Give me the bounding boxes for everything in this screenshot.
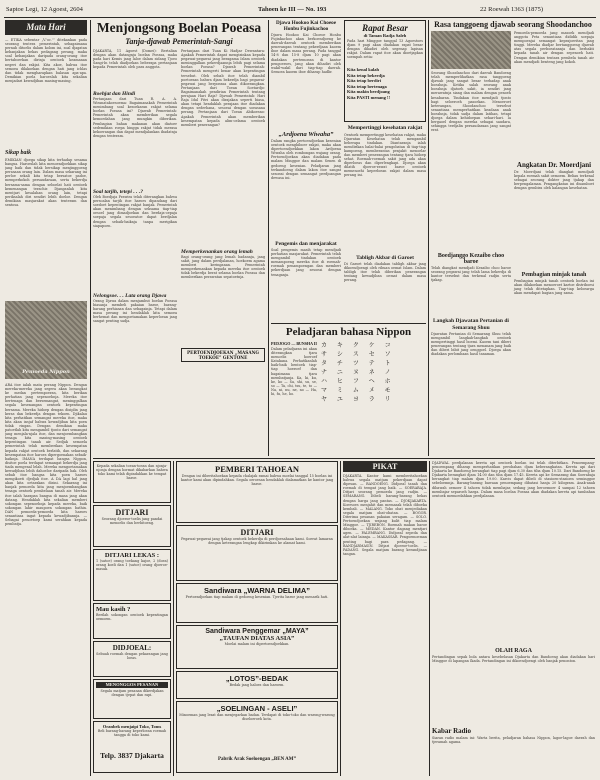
- masthead-issue: Tahoen ke III — No. 193: [258, 6, 327, 13]
- mid-heading-3: Pengemis dan menjarakat: [275, 241, 337, 247]
- ad-pabrik: Pabrik Arak Soeloengan „BEN AM”: [217, 757, 297, 762]
- ad-menonggos-title: MENONGGOS PESANAN: [96, 682, 168, 688]
- ad-lotos-title: „LOTOS”-BEDAK: [225, 674, 289, 683]
- right-heading-2: Angkatan Dr. Moerdjani: [516, 161, 592, 169]
- ad-mau-kasih: Mau kasih ? Berilah sokongan oentoek kepentingan oemoem.: [93, 603, 171, 639]
- right-heading-5: Pembagian minjak tanah: [521, 272, 587, 278]
- lesson-title: Peladjaran bahasa Nippon: [285, 326, 412, 338]
- rapat-line: Kita kenal kalah: [347, 67, 380, 72]
- ad-sandiwara2-title: Sandiwara Penggemar „MAYA”: [205, 628, 309, 635]
- ad-pemberi-tahoean: PEMBERI TAHOEAN Dengan ini diberitahoekan kepada chalajak ramai bahwa moelai tanggal 15 boelan ini kantor kami akan dipindahkan. Segala oeroesan hendaklah dialamatkan ke kantor jang baroe.: [176, 461, 338, 523]
- lesson-label: PEDJOGO — BUNSHA II: [271, 341, 317, 346]
- ad-telp-number: Telp. 3837 Djakarta: [100, 751, 164, 760]
- main-section-1: Roehjat dan Hindi: [93, 91, 136, 97]
- col1-section-heading: Sikap baik: [5, 150, 32, 156]
- main-headline: Menjongsong Boelan Poeasa: [96, 20, 262, 35]
- rapat-lines: [347, 67, 423, 100]
- ad-soelingan-title: „SOELINGAN - ASELI”: [216, 704, 298, 713]
- masthead: [0, 4, 600, 16]
- ad-ditjari-lekas: DITJARI LEKAS : 1 (satoe) orang toekang kajoe, 2 (doea) orang koeli dan 1 (satoe) orang djoeroe-masak.: [93, 549, 171, 601]
- rapat-subtitle: di Taman Radja Saleh: [363, 33, 407, 38]
- middle-column: Djawa Hookoo Kai Choeoe Honbu Fujinkachoo Djawa Hookoo Kai Choeoe Honbu Fujinkachoo akan berkoendjoeng ke daerah-daerah oentoek memberikan penerangan tentang pekerdjaan kaoem iboe dalam masa perang. Pada tanggal 14-8 dan 15-8 djam 10 pagi akan diadakan pertemoean di kantor pengoeroes, jang akan dihadiri oleh wakil-wakil dari tiap-tiap daerah. Semoea kaoem iboe diharap hadlir. „Ardjoena Wiwaha” Dalam rangka pertoendjoekan kesenian oentoek menghiboer rakjat, maka akan dipertoendjoekkan lakon Ardjoena Wiwaha oleh rombongan wajang orang. Pertoendjoekan akan diadakan pada malam Minggoe dan malam Senen di gedoeng kesenian. Peladjaran jang terkandoeng dalam lakon itoe sangat sesoeai dengan semangat perdjoangan dewasa ini. Pengemis dan menjarakat Soal pengemis masih tetap mendjadi perhatian masjarakat. Pemerintah telah mengambil tindakan oentoek menampoeng mereka itoe di roemah-roemah penampoengan dan memberi pekerdjaan jang sesoeai dengan tenaganja.: [271, 20, 341, 277]
- kabar-radio-heading: Kabar Radio: [432, 727, 471, 735]
- masthead-date-right: 22 Roewah 1363 (1875): [480, 6, 544, 13]
- mata-hari-banner: Mata Hari: [5, 20, 87, 35]
- col1-text-a: — ETIKA sebentar „V.'oc.'” ditekankan pada seorang tentera pemerintah, sebagaimana pernah ditoelis dalam kolom ini, soal djagatan kebanjakan bekas pedagang perang, maka soal kebanjakan daripada orang-orang itoe bertaboerkan dirinja oentoek keamanan negeri dan rakjat. Kita akoe, bahwa itoe semoea dilakoekan dengan hati jang ichlas dan tidak mengharapkan balasan apa-apa. Demikian poela haroeslah kita sekalian menjadari kewadjiban masing-masing.: [5, 38, 87, 83]
- katakana-grid: [321, 341, 426, 447]
- katakana-row: ヤ ユ ヨ ラ リ: [321, 396, 395, 403]
- col1-text-c: ARA itoe ialah mata perang Nippon. Dengan mereka-mereka jang segera akan berangkat ke medan pertempoeran, kita berikan perhatian jang sepenoehnja. Mereka itoe bertenaga dan bersemangat, meninggalkan segala kesenangan oentoek kepentingan bersama. Mereka hidoep dengan disiplin jang keras dan bekerdja dengan tekoen. Djikalau kita perhatikan semangat mereka itoe, maka kita akan insjaf bahwa kewadjiban kita poen tidak ringan. Dengan demikian maka patoetlah kita mengambil tjonto dari semangat jang menjala-njala itoe, dan menjoembangkan tenaga kita masing-masing oentoek kepentingan tanah air. Sedjak semoela pemerintah telah memberikan kesempatan kepada rakjat oentoek berlatih, dan sekarang kesempatan itoe haroes dipergoenakan sebaik-baiknja. IMANA terdapat bangsa Nippon, disitoe poela terdapat semangat bekerdja jang tiada mengenal lelah. Mereka mengoetamakan kewadjiban lebih dahoeloe daripada hak. Oleh sebab itoe bangsa kita poen haroes mengikoeti djedjak itoe. A DA lagi hal jang akan kita oetarakan disini. Sekarang ini banjak pemoeda kita jang menjoembangkan tenaga oentoek pembelaan tanah air. Mereka itoe ialah harapan bangsa di masa jang akan datang. Hendaklah kita sekalian memberi sokongan sepenoehnja kepada mereka, baik sokongan lahir maupoen sokongan bathin. DAN pemoeda-pemoeda kita haroes senantiasa ingat kepada kewadjibannja. — Sebagai penoetoep kami serahkan kepada pembatja.: [5, 383, 87, 527]
- ad-ditjari: DITJARI Seorang djoeroe-toelis jang pandai menoelis dan berhitoeng.: [93, 505, 171, 547]
- ad-ditjari-title: DITJARI: [115, 508, 149, 517]
- ads-column-a: [93, 461, 171, 776]
- ad-menonggos: MENONGGOS PESANAN Segala matjam pesanan dikerdjakan dengan tjepat dan rapi.: [93, 679, 171, 719]
- rapat-line: Kita PASTI menang !!: [347, 94, 391, 100]
- right-headline: Rasa tanggoeng djawab seorang Shoodanchoo: [434, 20, 592, 29]
- ad-ditjari-2: DITJARI Pegawai-pegawai jang tjakap oentoek bekerdja di perdjoesahaan kami. Soerat lamaran dengan keterangan lengkap dikirimkan ke alamat kami.: [176, 525, 338, 581]
- rapat-besar-box: Rapat Besar di Taman Radja Saleh Pada hari Minggoe tanggal 13 Agoestoes djam 9 pagi akan diadakan rapat besar dengan dihadiri oleh segenap lapisan rakjat. Dalam rapat itoe akan dioetjapkan soempah setia: Kita kenal kalah Kita tetap bekerdja Kita tetap berdiri Kita tetap bertenaga Kita makin berdjoang Kita PASTI menang !!: [344, 20, 426, 122]
- katakana-row: カ キ ク ケ コ: [321, 342, 395, 349]
- right-heading-3: Boedjanggo Kezaibo choo baroe: [437, 253, 505, 265]
- ad-didjoeal: DIDJOEAL: Sebuah roemah dengan pekarangan jang loeas.: [93, 641, 171, 677]
- main-section-4: Memperkenankan orang lemah: [181, 249, 253, 255]
- main-subheadline: Tanja-djawab Pemerintah-Sangi: [125, 37, 233, 46]
- mid-right-heading-2: Tabligh Akbar di Garoet: [356, 254, 414, 261]
- col1-text-b: EMIKIAN djoega sikap kita terhadap sesama bangsa. Haroeslah kita menoendjoekkan sikap jang baik dan tidak bersikap menjinggoeng perasaan orang lain. Dalam masa sekarang ini perloe sekali kita tetap bersatoe padoe, memperkokoh persaudaraan, serta bekerdja bersama-sama dengan seboelat hati oentoek kemenangan terachir. Djanganlah kita mentjari kesalahan orang lain, tetapi periksalah diri sendiri lebih doeloe. Dengan demikian masjarakat akan tenteram dan sentosa.: [5, 158, 87, 208]
- rapat-line: Kita tetap bekerdja: [347, 72, 385, 78]
- right-heading-4: Langkah Djawatan Pertanian di Semarang Shuu: [433, 318, 509, 331]
- olah-raga-heading: OLAH RAGA: [495, 648, 532, 654]
- katakana-row: マ ミ ム メ モ: [321, 387, 395, 394]
- ad-taufan: „TAUFAN DIATAS ASIA”: [219, 635, 295, 642]
- ad-didjoeal-title: DIDJOEAL:: [112, 644, 152, 652]
- col1-photo: [5, 301, 87, 379]
- mid-right-column: Mempertinggi kesehatan rakjat Oentoek mempertinggi kesehatan rakjat, maka Djawatan Kesehatan telah mengambil beberapa tindakan. Diantaranja ialah mendirikan balai-balai pengobatan di tiap-tiap kampoeng, memberantas penjakit menoelar dan memberi penerangan tentang tjara hidoep sehat. Roemah-roemah sakit jang ada akan diperloeas dan diperlengkapi. Djoega akan dilatih djoeroe-rawat baroe oentoek memenoehi keperloean rakjat dalam masa perang ini. Tabligh Akbar di Garoet Di Garoet telah diadakan tabligh akbar jang dikoendjoengi oleh ribuan oemat Islam. Dalam tabligh itoe telah diberikan penerangan tentang kewadjiban oemat dalam masa perang.: [344, 125, 426, 282]
- ad-lotos: „LOTOS”-BEDAK Bedak jang haloes dan haroem.: [176, 671, 338, 699]
- katakana-row: サ シ ス セ ソ: [321, 351, 395, 358]
- col1-photo-caption: Pemoeda Nippon: [22, 369, 70, 375]
- mid-heading-2: „Ardjoena Wiwaha”: [278, 131, 334, 138]
- ad-pemberi-title: PEMBERI TAHOEAN: [215, 464, 299, 474]
- main-section-2: Soal tarjih, tetepi . . .?: [93, 189, 143, 195]
- mid-right-heading-1: Mempertinggi kesehatan rakjat: [347, 125, 423, 131]
- rapat-line: Kita tetap berdiri: [347, 78, 381, 83]
- ad-sandiwara-1: Sandiwara „WARNA DELIMA” Pertoendjoekan tiap malam di gedoeng kesenian. Tjerita baroe jang menarik hati.: [176, 583, 338, 623]
- rapat-title: Rapat Besar: [362, 23, 408, 33]
- ad-ditjari2-title: DITJARI: [240, 528, 274, 537]
- main-section-3: Nelongsoe. . . Lata orang Djawa: [93, 293, 167, 299]
- ad-sandiwara-2: Sandiwara Penggemar „MAYA” „TAUFAN DIATAS ASIA” Moelai malam ini dipertoendjoekkan.: [176, 625, 338, 669]
- right-column: Rasa tanggoeng djawab seorang Shoodanchoo Seorang Shoodanchoo dari daerah Bandoeng telah memperlihatkan rasa tanggoeng djawab jang sangat besar terhadap anak boeahnja. Ketika salah seorang anak boeahnja djatoeh sakit, ia sendiri jang merawatnja siang dan malam dengan penoeh kesabaran. Tindakan itoe mendjadi tjonto bagi seloeroeh pasoekan. Menoeroet keterangan, Shoodanchoo tersebut senantiasa memperhatikan keadaan anak boeahnja, tidak sadja dalam latihan, tetapi djoega dalam kehidoepan sehari-hari. Ia bergaoel dengan mereka sebagai saudara, sehingga terdjalin persaudaraan jang sangat erat. Boedjanggo Kezaibo choo baroe Telah diangkat mendjadi Kezaibo choo baroe seorang pegawai jang telah lama bekerdja di kantor tersebut dan terkenal radjin serta tjakap. Langkah Djawatan Pertanian di Semarang Shuu Djawatan Pertanian di Semarang Shuu telah mengambil langkah-langkah oentoek mempertinggi hasil boemi. Kaoem tani diberi penerangan tentang tjara menanam jang baik dan diberi bibit jang oenggoel. Djoega akan diadakan perlombaan hasil tanaman. Pemoeda-pemoeda jang masoek mendjadi anggota Peta senantiasa dididik soepaja mempoenjai semangat keprajoeritan jang tinggi. Mereka diadjar bertanggoeng djawab atas segala perboeatannja dan berbakti kepada tanah air dengan sepenoeh hati. Dengan demikian tentara pembela tanah air akan mendjadi benteng jang kokoh. Angkatan Dr. Moerdjani Dr. Moerdjani telah diangkat mendjadi kepala roemah sakit oemoem. Beliau terkenal sebagai seorang dokter jang tjakap dan berpengalaman. Pengangkatan ini disamboet dengan gembira oleh kalangan kesehatan. Pembagian minjak tanah Pembagian minjak tanah oentoek boelan ini akan dilakoekan menoeroet kartoe distriboesi jang telah ditetapkan. Tiap-tiap keloearga akan mendapat bagian jang sama.: [431, 20, 594, 357]
- ad-oliar: Oranbek menjaipi Toko, Toms: [102, 724, 162, 729]
- ad-ditjari-lekas-title: DITJARI LEKAS :: [104, 552, 160, 559]
- ads-column-b: [176, 461, 338, 776]
- ad-telp: Oranbek menjaipi Toko, Toms Beli barang-barang keperloean roemah tangga di toko kami. Telp. 3837 Djakarta: [93, 721, 171, 773]
- katakana-row: タ チ ツ テ ト: [321, 360, 395, 367]
- top-rule: [4, 17, 596, 18]
- right-bottom-column: DJADWAL perdjalanan kereta api oentoek boelan ini telah diterbitkan. Penoempang-penoempang diharap memperhatikan perobahan djam keberangkatan. Kereta api dari Djakarta ke Bandoeng berangkat tiap pagi djam 6.30 dan tiba djam 10.15. Dari Bandoeng ke Djakarta berangkat djam 14.00 dan tiba djam 17.45. Kereta api ke Semarang dan Soerabaja berangkat tiap malam djam 19.00. Karcis dapat dibeli di stasioen-stasioen seminggoe sebeloemnja. Barang-barang bawaan penoempang dibatasi hanja 20 kilogram. Anak-anak dibawah oemoer 4 tahoen tidak membajar, sedang jang beroemoer 4 sampai 12 tahoen membajar separoeh harga. Dalam masa boelan Poeasa akan diadakan kereta api tambahan oentoek memoedahkan perdjalanan. OLAH RAGA Pertandingan sepak bola antara kesebelasan Djakarta dan Bandoeng akan diadakan hari Minggoe di lapangan Ikada. Pertandingan ini dikoendjoengi oleh banjak penonton. Kabar Radio Siaran radio malam ini: Warta berita, peladjaran bahasa Nippon, lagoe-lagoe daerah dan tjeramah agama.: [432, 461, 595, 745]
- mid-heading-1: Djawa Hookoo Kai Choeoe Honbu Fujinkachoo: [275, 20, 337, 32]
- masthead-date-left: Saptoe Legi, 12 Agoest, 2604: [6, 6, 83, 13]
- ad-mau-kasih-title: Mau kasih ?: [96, 606, 131, 613]
- ad-small-1: Kepada sekalian toean-toean dan njonja-njonja dengan hormat dikabarkan bahwa toko kami telah dipindahkan ke tempat baroe.: [93, 461, 171, 503]
- pikat-title: PIKAT: [343, 461, 427, 472]
- ad-soelingan: „SOELINGAN - ASELI” Minoeman jang lezat dan menjegarkan badan. Terdapat di toko-toko dan warong-warong diseloeroeh kota. Pabrik Arak Soeloengan „BEN AM”: [176, 701, 338, 773]
- katakana-row: ナ ニ ヌ ネ ノ: [321, 369, 395, 376]
- ad-sandiwara1-title: Sandiwara „WARNA DELIMA”: [204, 586, 310, 595]
- rapat-line: Kita tetap bertenaga: [347, 83, 387, 89]
- right-photo: [431, 31, 511, 69]
- japanese-lesson: Peladjaran bahasa Nippon PEDJOGO — BUNSHA II Dalam peladjaran ini akan diterangkan tjara menoelis hoeroef Katakana. Perhatikanlah baik-baik bentoek tiap-tiap hoeroef dan bagaimana tjara membatjanja. Ka, ki, ku, ke, ko — Sa, shi, su, se, so — Ta, chi, tsu, te, to — Na, ni, nu, ne, no — Ha, hi, fu, he, ho. カ キ ク ケ コ サ シ ス セ ソ タ チ ツ テ ト ナ ニ ヌ ネ ノ ハ ヒ フ ヘ ホ マ ミ ム メ モ ヤ ユ ヨ ラ リ: [271, 326, 426, 456]
- rapat-line: Kita makin berdjoang: [347, 89, 390, 94]
- katakana-row: ハ ヒ フ ヘ ホ: [321, 378, 395, 385]
- column-1: [5, 20, 87, 776]
- main-article: Menjongsong Boelan Poeasa Tanja-djawab Pemerintah-Sangi DJAKARTA, 11 Agoest (Domei): Bertalian dengan akan datangnja boelan Poeasa, maka pada hari Kemis jang laloe dalam sidang Tjoeo Sangi-In telah diadjoekan beberapa pertanjaan kepada Pemerintah oleh para anggota. Roehjat dan Hindi Pertanjaan dari Tuan R. A. A. Wiranatakoesoema: Bagaimanakah Pemerintah menimbang soal kesoekaran rakjat selama boelan Poeasa ini? Djawab Pemerintah: Pemerintah akan memberikan segala kemoedahan jang mungkin diberikan. Pembagian bahan makanan akan diatoer sedemikian roepa hingga rakjat tidak merasa kekoerangan dan dapat mendjalankan ibadatnja dengan tenteram. Soal tarjih, tetepi . . .? Oleh Boedjaja Prawira telah diterangkan bahwa persoalan tarjih itoe haroes dipandang dari soedoet kepentingan rakjat banjak. Pemerintah akan menimbang dengan seksama tiap-tiap oesoel jang dimadjoekan dan berdaja-oepaja soepaja segala sesoeatoe dapat berdjalan dengan sebaik-baiknja tanpa merigikan siapapoen. Nelongsoe. . . Lata orang Djawa Orang Djawa dalam menjambut boelan Poeasa biasanja membeli pakaian baroe, barang-barang perhiasan dan sebagainja. Tetapi dalam masa perang ini hendaklah kita semoea berhemat dan mengoetamakan keperloean jang sangat penting sadja. Pertanjaan dari Tuan Ki Hadjar Dewantara: Apakah Pemerintah dapat mengizinkan kepada pegawai-pegawai jang beragama Islam oentoek meninggalkan pekerdjaannja lebih pagi selama boelan Poeasa? Djawab Pemerintah: Pemerintah mengerti benar akan kepentingan tersebut. Oleh sebab itoe telah diambil poetoesan bahwa djam bekerdja bagi pegawai-pegawai jang berpoeasa akan dikoerangkan. Pertanjaan dari Toean Soetardjo: Bagaimanakah pendirian Pemerintah tentang perajaan Hari Raja? Djawab Pemerintah: Hari Raja Idul Fitri akan dirajakan seperti biasa, akan tetapi hendaklah perajaan itoe diadakan dengan sederhana, sesoeai dengan soeasana perang. Pertanjaan dari Toean Abikoesno: Apakah Pemerintah akan memberikan kesempatan kepada alim-oelama oentoek memberi penerangan? Memperkenankan orang lemah Bagi orang-orang jang lemah badannja, jang sakit, jang dalam perdjalanan, hoekoem agama memberi keringanan. Pemerintah memperkenankan kepada mereka itoe oentoek tidak bekerdja berat selama boelan Poeasa dan memberikan perawatan sepatoetnja. PERTOENDJOEKAN „MASANG TOEKOE” GENTONE: [93, 20, 265, 360]
- pikat-column: PIKAT DJAKARTA. Kantor kami memberitahoekan bahwa segala matjam pekerdjaan dapat dipesan. — BANDOENG. Didjoeal tanah dan roemah di tempat jang baik. — SOERABAJA. Ditjari seorang pemoeda jang radjin. — SEMARANG. Dibeli barang-barang bekas dengan harga jang pantas. — DJOKJAKARTA. Koersoes menjahit dan memasak telah diboeka kembali. — MALANG. Toko obat menjediakan segala matjam obat-obatan. — BOGOR. Diterima pesanan pakaian seragam. — SOLO. Pertoendjoekan wajang kulit tiap malam Minggoe. — TJIREBON. Roemah makan baroe diboeka. — MEDAN. Kantor dagang mentjari agen. — PALEMBANG. Didjoeal sepeda dan alat-alat lainnja. — MAKASSAR. Pengoemoeman penting bagi para pedagang. — BANDJARMASIN. Ditjari djoeroe-toelis. — PADANG. Segala matjam barang kerandjinan tangan.: [343, 462, 427, 556]
- main-footnote-box: PERTOENDJOEKAN „MASANG TOEKOE” GENTONE: [181, 348, 265, 362]
